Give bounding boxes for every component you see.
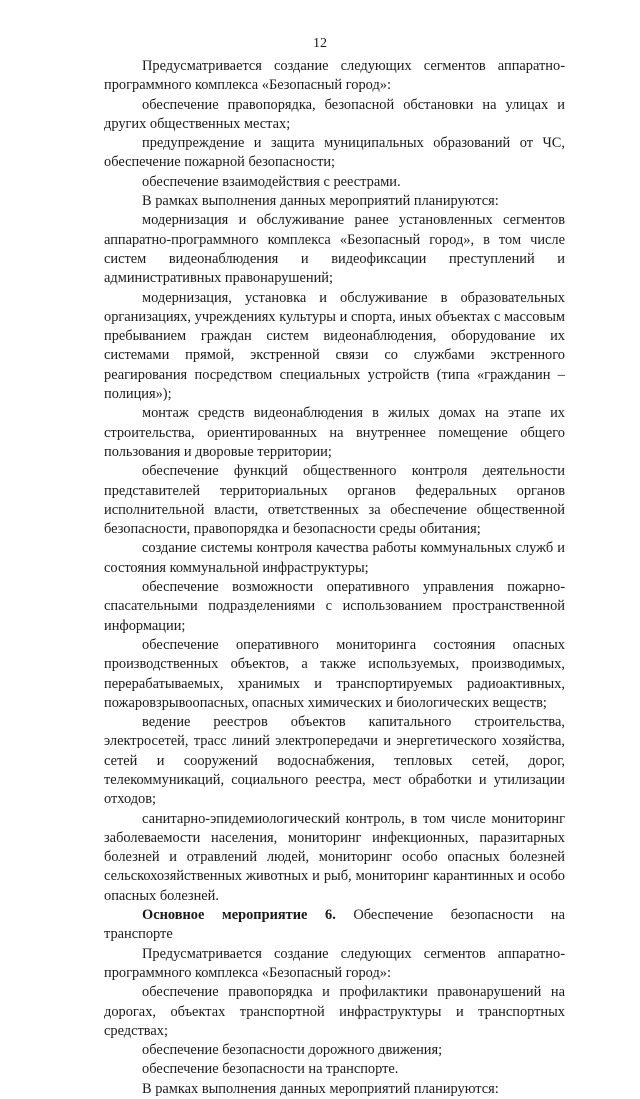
paragraph-text: обеспечение правопорядка и профилактики правонарушений на дорогах, объектах транспортной инфраструктуры и транспортных средствах; <box>104 984 565 1039</box>
paragraph-text: модернизация и обслуживание ранее установленных сегментов аппаратно-программного комплекса «Безопасный город», в том числе систем видеонаблюдения и видеофиксации преступлений и административных правонарушений; <box>104 212 565 287</box>
paragraph-text: обеспечение функций общественного контроля деятельности представителей территориальных органов федеральных органов исполнительной власти, ответственных за обеспечение общественной безопасности, правопорядка и безопасности среды обитания; <box>104 463 565 538</box>
paragraph-17 <box>104 983 565 1041</box>
paragraph-9 <box>104 462 565 539</box>
paragraph-1 <box>104 57 565 96</box>
paragraph-text: обеспечение возможности оперативного управления пожарно-спасательными подразделениями с использованием пространственной информации; <box>104 579 565 634</box>
paragraph-3 <box>104 134 565 173</box>
paragraph-text: обеспечение оперативного мониторинга состояния опасных производственных объектов, а также используемых, производимых, перерабатываемых, хранимых и транспортируемых радиоактивных, пожаровзрывоопасных, опасных химических и биологических веществ; <box>104 636 565 711</box>
paragraph-16 <box>104 945 565 984</box>
paragraph-11 <box>104 578 565 636</box>
paragraph-14 <box>104 810 565 906</box>
paragraph-19 <box>104 1060 565 1079</box>
paragraph-text: Предусматривается создание следующих сегментов аппаратно-программного комплекса «Безопасный город»: <box>104 58 565 94</box>
paragraph-text: модернизация, установка и обслуживание в образовательных организациях, учреждениях культуры и спорта, иных объектах с массовым пребыванием граждан систем видеонаблюдения, оборудование их системами прямой, экстренной связи со службами экстренного реагирования посредством специальных устройств (типа «гражданин – полиция»); <box>104 289 565 403</box>
paragraph-text: монтаж средств видеонаблюдения в жилых домах на этапе их строительства, ориентированных на внутреннее помещение общего пользования и дворовые территории; <box>104 405 565 460</box>
paragraph-13 <box>104 713 565 809</box>
paragraph-text: предупреждение и защита муниципальных образований от ЧС, обеспечение пожарной безопасности; <box>104 135 565 171</box>
paragraph-4 <box>104 173 565 192</box>
paragraph-5 <box>104 192 565 211</box>
document-body <box>104 57 565 1099</box>
section-heading-text: Обеспечение безопасности на транспорте <box>104 907 565 943</box>
paragraph-text: обеспечение безопасности на транспорте. <box>142 1061 399 1078</box>
paragraph-text: Предусматривается создание следующих сегментов аппаратно-программного комплекса «Безопасный город»: <box>104 945 565 981</box>
paragraph-8 <box>104 404 565 462</box>
paragraph-text: обеспечение правопорядка, безопасной обстановки на улицах и других общественных местах; <box>104 96 565 132</box>
paragraph-text: обеспечение взаимодействия с реестрами. <box>142 173 401 190</box>
paragraph-text: В рамках выполнения данных мероприятий планируются: <box>142 1080 499 1097</box>
paragraph-text: В рамках выполнения данных мероприятий планируются: <box>142 193 499 210</box>
paragraph-6 <box>104 211 565 288</box>
paragraph-20 <box>104 1080 565 1099</box>
paragraph-2 <box>104 96 565 135</box>
paragraph-text: создание системы контроля качества работы коммунальных служб и состояния коммунальной инфраструктуры; <box>104 540 565 576</box>
paragraph-18 <box>104 1041 565 1060</box>
paragraph-10 <box>104 539 565 578</box>
page-number: 12 <box>313 36 327 51</box>
paragraph-text: ведение реестров объектов капитального строительства, электросетей, трасс линий электропередачи и энергетического хозяйства, сетей и сооружений водоснабжения, тепловых сетей, дорог, телекоммуникаций, социального реестра, мест обработки и утилизации отходов; <box>104 714 565 808</box>
paragraph-text: обеспечение безопасности дорожного движения; <box>142 1042 443 1059</box>
section-heading-paragraph <box>104 906 565 945</box>
section-heading-label: Основное мероприятие 6. <box>142 907 336 924</box>
paragraph-12 <box>104 636 565 713</box>
paragraph-text: санитарно-эпидемиологический контроль, в том числе мониторинг заболеваемости населения, мониторинг инфекционных, паразитарных болезней и отравлений людей, мониторинг особо опасных болезней сельскохозяйственных животных и рыб, мониторинг карантинных и особо опасных болезней. <box>104 810 565 904</box>
paragraph-7 <box>104 289 565 405</box>
